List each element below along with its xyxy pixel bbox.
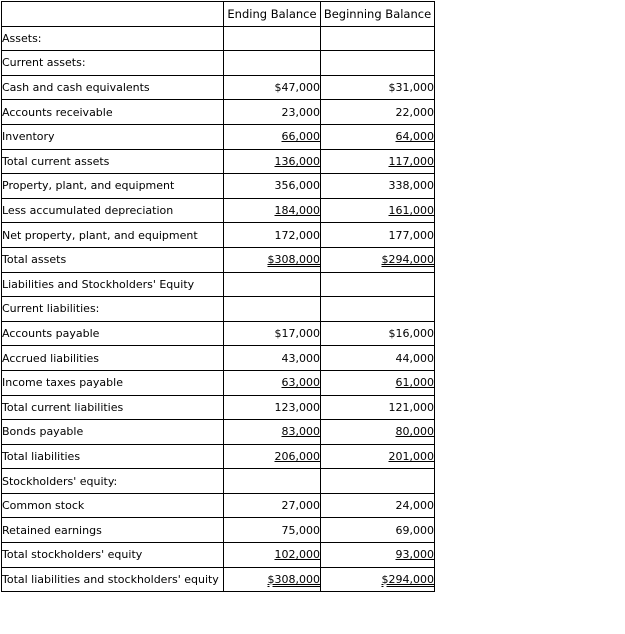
- beginning-value-text: 64,000: [395, 130, 434, 144]
- beginning-value-text: $294,000: [381, 253, 434, 267]
- row-label: Total current liabilities: [2, 395, 224, 420]
- row-current-assets-heading: [2, 51, 435, 76]
- row-accounts-payable: [2, 321, 435, 346]
- row-label: Assets:: [2, 26, 224, 51]
- ending-value: [224, 198, 321, 223]
- beginning-value: [321, 51, 435, 76]
- beginning-value: $16,000: [321, 321, 435, 346]
- ending-value-text: 63,000: [281, 376, 320, 390]
- row-label: Total stockholders' equity: [2, 543, 224, 568]
- row-income-taxes-payable: [2, 370, 435, 395]
- row-total-liabilities-and-equity: [2, 567, 435, 592]
- row-label: Property, plant, and equipment: [2, 174, 224, 199]
- ending-value: $47,000: [224, 75, 321, 100]
- header-ending-balance: Ending Balance: [224, 2, 321, 27]
- ending-value-text: $308,000: [267, 572, 320, 586]
- beginning-value: [321, 124, 435, 149]
- row-label: Cash and cash equivalents: [2, 75, 224, 100]
- row-label: Accounts payable: [2, 321, 224, 346]
- ending-value: 43,000: [224, 346, 321, 371]
- row-label: Common stock: [2, 493, 224, 518]
- row-liabilities-equity-heading: [2, 272, 435, 297]
- beginning-value-text: 80,000: [395, 425, 434, 439]
- ending-value: [224, 543, 321, 568]
- row-label: Current assets:: [2, 51, 224, 76]
- row-label: Total liabilities: [2, 444, 224, 469]
- ending-value-text: 206,000: [274, 449, 320, 463]
- header-row: [2, 2, 435, 27]
- ending-value: [224, 420, 321, 445]
- beginning-value: 177,000: [321, 223, 435, 248]
- balance-sheet-table: [1, 1, 435, 592]
- row-accumulated-depreciation: [2, 198, 435, 223]
- row-label: Total current assets: [2, 149, 224, 174]
- ending-value: [224, 297, 321, 322]
- row-label: Accrued liabilities: [2, 346, 224, 371]
- row-total-current-liabilities: [2, 395, 435, 420]
- row-common-stock: [2, 493, 435, 518]
- row-label: Bonds payable: [2, 420, 224, 445]
- beginning-value: 121,000: [321, 395, 435, 420]
- ending-value-text: 83,000: [281, 425, 320, 439]
- beginning-value: [321, 567, 435, 592]
- ending-value: [224, 567, 321, 592]
- row-label: Income taxes payable: [2, 370, 224, 395]
- beginning-value: $31,000: [321, 75, 435, 100]
- row-stockholders-equity-heading: [2, 469, 435, 494]
- row-label: Current liabilities:: [2, 297, 224, 322]
- row-accounts-receivable: [2, 100, 435, 125]
- beginning-value: [321, 26, 435, 51]
- beginning-value: [321, 370, 435, 395]
- ending-value: $17,000: [224, 321, 321, 346]
- beginning-value: [321, 543, 435, 568]
- ending-value: [224, 444, 321, 469]
- ending-value: 23,000: [224, 100, 321, 125]
- beginning-value-text: 61,000: [395, 376, 434, 390]
- ending-value-text: $308,000: [267, 253, 320, 267]
- ending-value-text: 102,000: [274, 548, 320, 562]
- beginning-value: [321, 444, 435, 469]
- ending-value: [224, 469, 321, 494]
- row-total-stockholders-equity: [2, 543, 435, 568]
- row-net-ppe: [2, 223, 435, 248]
- row-bonds-payable: [2, 420, 435, 445]
- row-cash: [2, 75, 435, 100]
- ending-value: [224, 149, 321, 174]
- row-label: Net property, plant, and equipment: [2, 223, 224, 248]
- beginning-value: 69,000: [321, 518, 435, 543]
- row-inventory: [2, 124, 435, 149]
- row-total-assets: [2, 247, 435, 272]
- beginning-value: [321, 149, 435, 174]
- beginning-value-text: 117,000: [388, 154, 434, 168]
- header-blank-cell: [2, 2, 224, 27]
- row-label: Less accumulated depreciation: [2, 198, 224, 223]
- ending-value: [224, 370, 321, 395]
- row-label: Total liabilities and stockholders' equity: [2, 567, 224, 592]
- beginning-value: [321, 297, 435, 322]
- ending-value-text: 66,000: [281, 130, 320, 144]
- beginning-value: [321, 247, 435, 272]
- ending-value: 75,000: [224, 518, 321, 543]
- row-assets-heading: [2, 26, 435, 51]
- row-label: Retained earnings: [2, 518, 224, 543]
- beginning-value-text: 93,000: [395, 548, 434, 562]
- beginning-value: [321, 198, 435, 223]
- row-accrued-liabilities: [2, 346, 435, 371]
- beginning-value-text: 161,000: [388, 204, 434, 218]
- ending-value: 27,000: [224, 493, 321, 518]
- beginning-value-text: 201,000: [388, 449, 434, 463]
- ending-value: [224, 51, 321, 76]
- ending-value: 172,000: [224, 223, 321, 248]
- row-label: Total assets: [2, 247, 224, 272]
- row-ppe: [2, 174, 435, 199]
- row-total-current-assets: [2, 149, 435, 174]
- row-label: Liabilities and Stockholders' Equity: [2, 272, 224, 297]
- ending-value: [224, 124, 321, 149]
- header-beginning-balance: Beginning Balance: [321, 2, 435, 27]
- ending-value: 123,000: [224, 395, 321, 420]
- beginning-value: 24,000: [321, 493, 435, 518]
- ending-value: [224, 247, 321, 272]
- row-current-liabilities-heading: [2, 297, 435, 322]
- ending-value-text: 184,000: [274, 204, 320, 218]
- ending-value: 356,000: [224, 174, 321, 199]
- beginning-value: [321, 272, 435, 297]
- beginning-value: 22,000: [321, 100, 435, 125]
- ending-value-text: 136,000: [274, 154, 320, 168]
- ending-value: [224, 272, 321, 297]
- beginning-value: [321, 420, 435, 445]
- ending-value: [224, 26, 321, 51]
- row-label: Accounts receivable: [2, 100, 224, 125]
- row-retained-earnings: [2, 518, 435, 543]
- beginning-value-text: $294,000: [381, 572, 434, 586]
- beginning-value: 338,000: [321, 174, 435, 199]
- beginning-value: [321, 469, 435, 494]
- row-label: Inventory: [2, 124, 224, 149]
- beginning-value: 44,000: [321, 346, 435, 371]
- row-total-liabilities: [2, 444, 435, 469]
- row-label: Stockholders' equity:: [2, 469, 224, 494]
